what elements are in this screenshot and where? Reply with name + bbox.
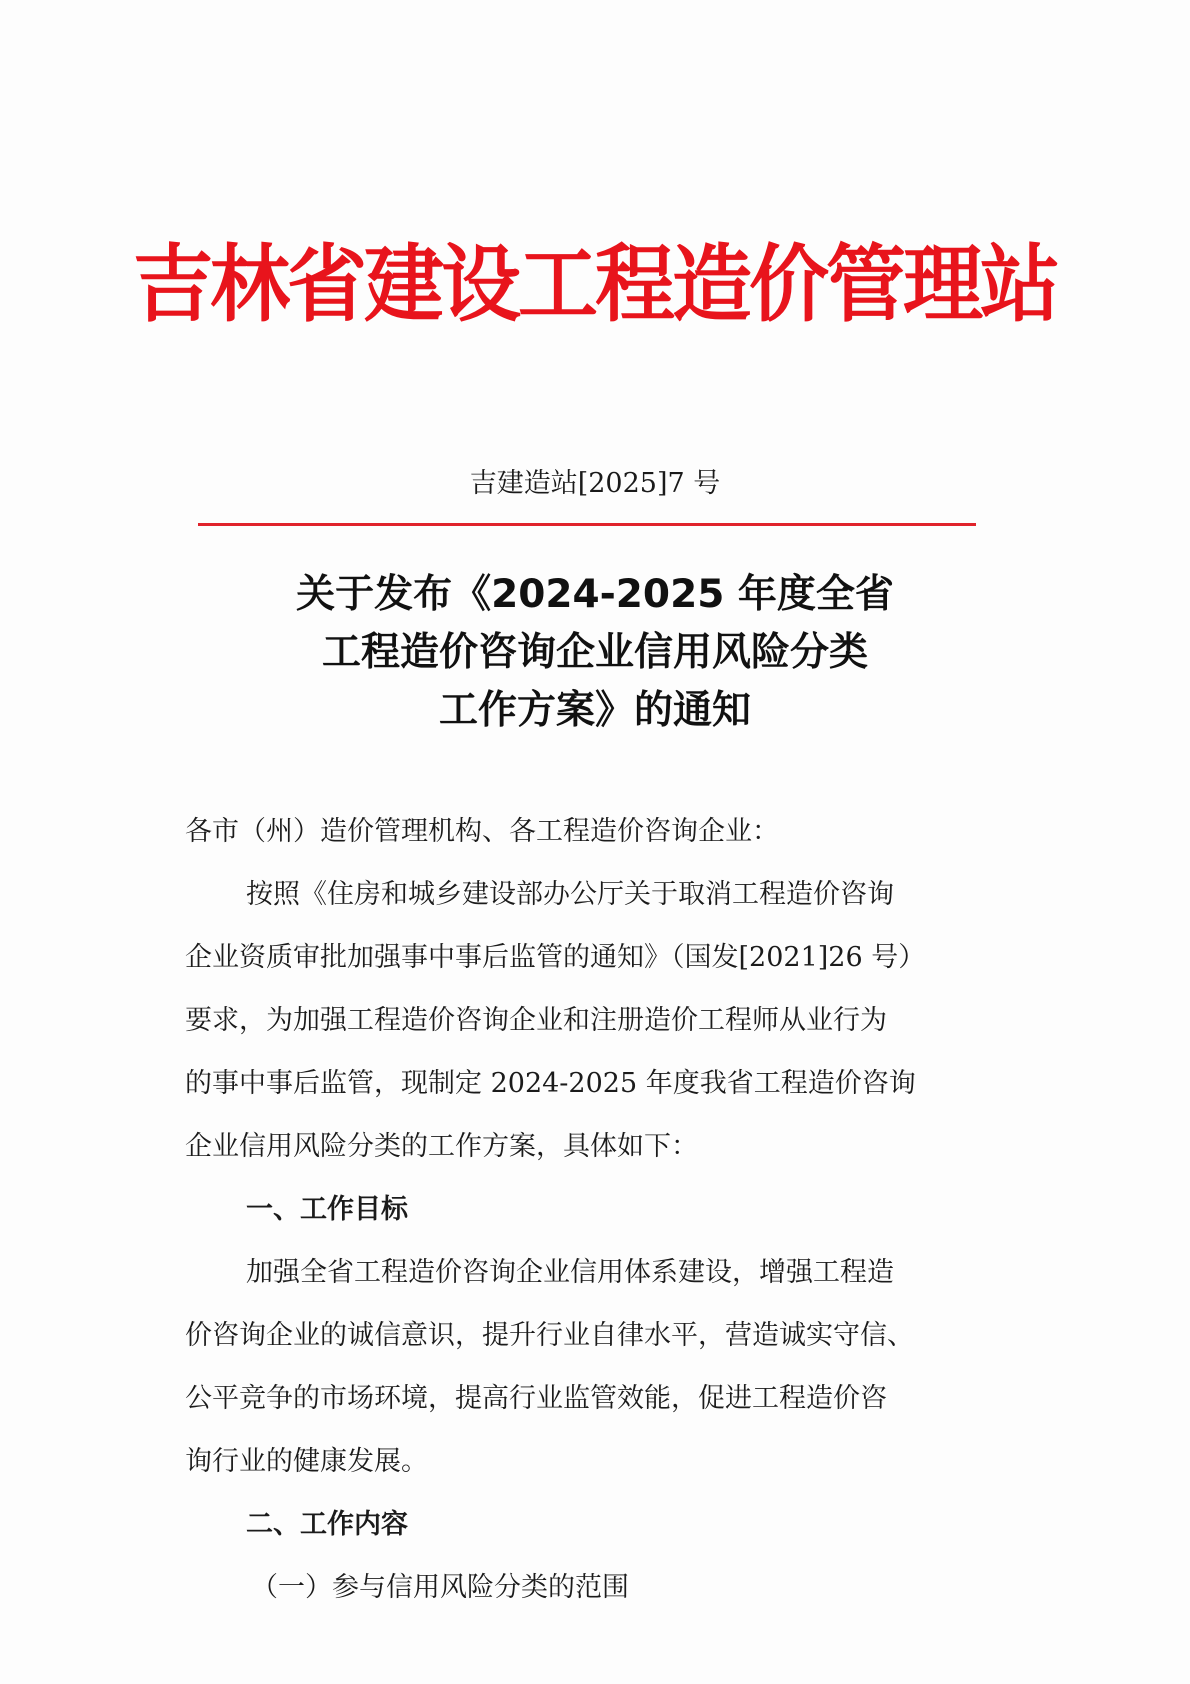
section-line: 询行业的健康发展。	[185, 1446, 428, 1477]
section-heading-goals: 一、工作目标	[246, 1194, 408, 1225]
section-heading-content: 二、工作内容	[246, 1509, 408, 1540]
document-body	[185, 800, 1015, 1619]
title-line: 关于发布《2024-2025 年度全省	[296, 572, 894, 617]
intro-line: 要求，为加强工程造价咨询企业和注册造价工程师从业行为	[185, 1005, 887, 1036]
section-line: 加强全省工程造价咨询企业信用体系建设，增强工程造	[246, 1257, 894, 1288]
red-divider-line	[198, 523, 976, 526]
intro-line: 企业资质审批加强事中事后监管的通知》（国发[2021]26 号）	[185, 942, 926, 973]
section-line: 价咨询企业的诚信意识，提升行业自律水平，营造诚实守信、	[185, 1320, 914, 1351]
document-number: 吉建造站[2025]7 号	[469, 468, 721, 499]
subsection-heading-scope: （一）参与信用风险分类的范围	[251, 1572, 629, 1603]
title-line: 工作方案》的通知	[438, 688, 751, 733]
title-line: 工程造价咨询企业信用风险分类	[321, 630, 868, 675]
intro-line: 按照《住房和城乡建设部办公厅关于取消工程造价咨询	[246, 879, 894, 910]
section-line: 公平竞争的市场环境，提高行业监管效能，促进工程造价咨	[185, 1383, 887, 1414]
salutation: 各市（州）造价管理机构、各工程造价咨询企业：	[185, 816, 779, 847]
intro-line: 的事中事后监管，现制定 2024-2025 年度我省工程造价咨询	[185, 1068, 916, 1099]
document-title	[0, 566, 1190, 740]
issuer-letterhead: 吉林省建设工程造价管理站	[133, 235, 1057, 334]
intro-line: 企业信用风险分类的工作方案，具体如下：	[185, 1131, 698, 1162]
